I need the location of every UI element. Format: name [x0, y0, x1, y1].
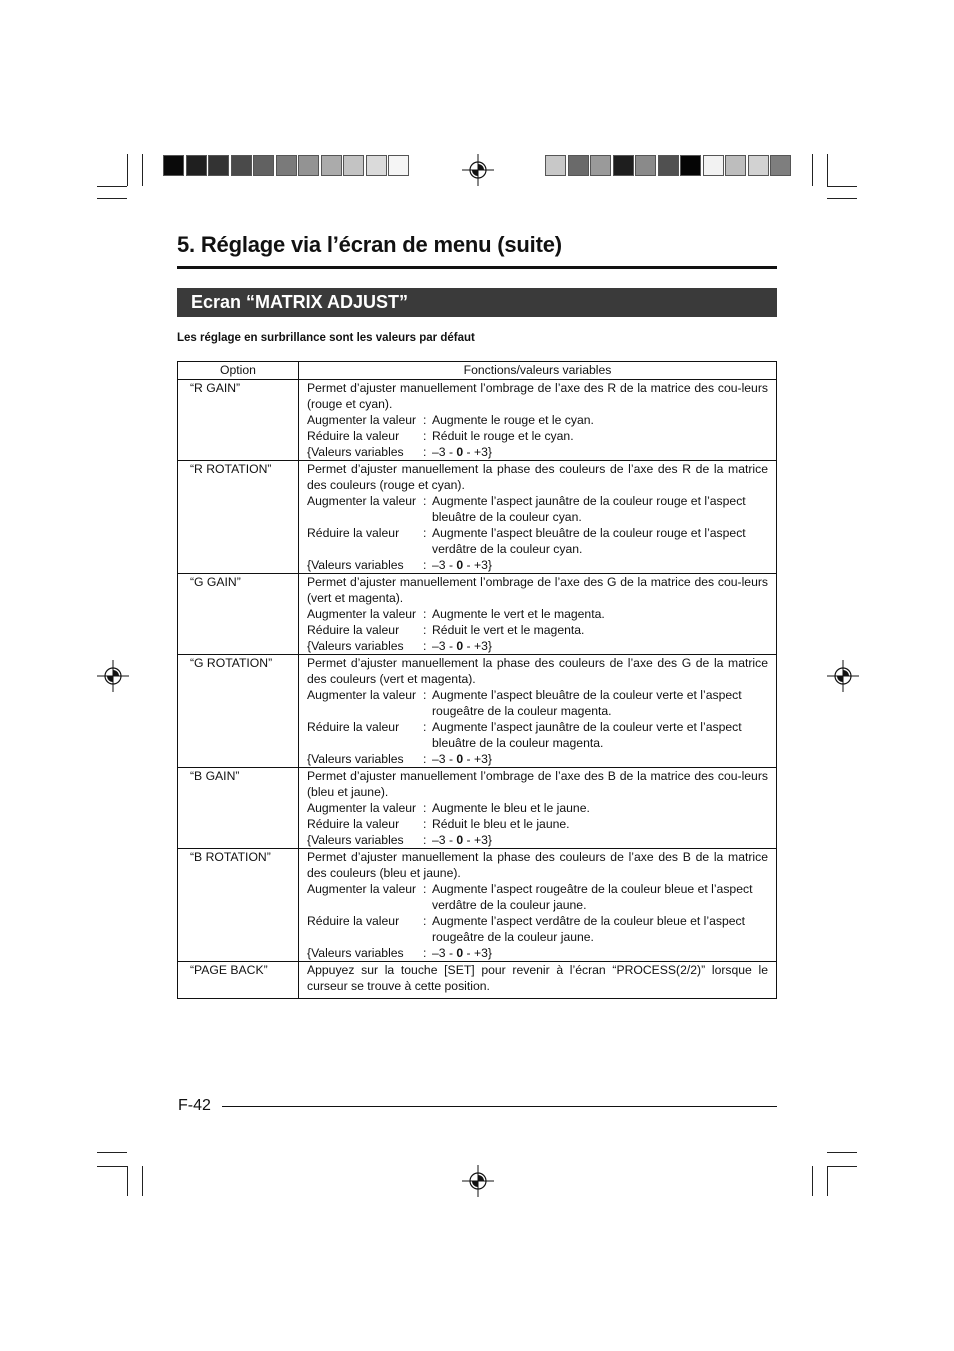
option-description-cell	[299, 380, 777, 461]
table-row	[178, 461, 777, 574]
increase-line: Augmenter la valeur : Augmente le vert et le magenta.	[307, 606, 768, 622]
color-swatch	[545, 155, 566, 176]
table-header-row	[178, 362, 777, 380]
decrease-label: Réduire la valeur	[307, 817, 400, 831]
increase-label: Augmenter la valeur	[307, 494, 417, 508]
crop-mark	[97, 186, 127, 187]
range-max: - +3}	[463, 445, 492, 459]
range-label: {Valeurs variables	[307, 946, 404, 960]
color-swatch	[635, 155, 656, 176]
decrease-line: Réduire la valeur : Augmente l’aspect bleuâtre de la couleur rouge et l’aspect verdâtre de la couleur cyan.	[307, 525, 768, 557]
crop-mark	[827, 186, 857, 187]
decrease-text: Réduit le vert et le magenta.	[432, 623, 585, 637]
chapter-title: 5. Réglage via l’écran de menu (suite)	[177, 232, 562, 257]
increase-text: Augmente le rouge et le cyan.	[432, 413, 594, 427]
decrease-line: Réduire la valeur : Réduit le bleu et le jaune.	[307, 816, 768, 832]
option-description: Permet d’ajuster manuellement la phase des couleurs de l’axe des G de la matrice des couleurs (vert et magenta).	[307, 656, 768, 686]
increase-line: Augmenter la valeur : Augmente le bleu et le jaune.	[307, 800, 768, 816]
decrease-text: Augmente l’aspect bleuâtre de la couleur rouge et l’aspect verdâtre de la couleur cyan.	[432, 526, 746, 556]
registration-target-icon	[462, 1165, 494, 1197]
crop-mark	[812, 154, 813, 186]
decrease-text: Augmente l’aspect jaunâtre de la couleur verte et l’aspect bleuâtre de la couleur magenta.	[432, 720, 742, 750]
table-row	[178, 380, 777, 461]
decrease-text: Réduit le rouge et le cyan.	[432, 429, 574, 443]
registration-target-icon	[827, 660, 859, 692]
range-label: {Valeurs variables	[307, 445, 404, 459]
increase-label: Augmenter la valeur	[307, 413, 417, 427]
range-min: –3 -	[432, 639, 457, 653]
increase-text: Augmente le bleu et le jaune.	[432, 801, 590, 815]
color-calibration-bar-left	[163, 155, 411, 176]
range-line: {Valeurs variables : –3 - 0 - +3}	[307, 445, 492, 459]
color-swatch	[680, 155, 701, 176]
option-description-cell	[299, 461, 777, 574]
color-swatch	[366, 155, 387, 176]
table-row	[178, 962, 777, 999]
range-line: {Valeurs variables : –3 - 0 - +3}	[307, 558, 492, 572]
range-line: {Valeurs variables : –3 - 0 - +3}	[307, 833, 492, 847]
range-line: {Valeurs variables : –3 - 0 - +3}	[307, 639, 492, 653]
increase-line: Augmenter la valeur : Augmente l’aspect bleuâtre de la couleur verte et l’aspect rougeâtre de la couleur magenta.	[307, 687, 768, 719]
chapter-rule	[177, 266, 777, 269]
option-description-cell	[299, 768, 777, 849]
range-max: - +3}	[463, 558, 492, 572]
header-option: Option	[178, 362, 299, 380]
page-number: F-42	[178, 1097, 211, 1114]
crop-mark	[97, 1152, 127, 1153]
table-row	[178, 768, 777, 849]
color-swatch	[298, 155, 319, 176]
crop-mark	[97, 198, 127, 199]
option-description: Permet d’ajuster manuellement l’ombrage de l’axe des G de la matrice des cou-leurs (vert et magenta).	[307, 575, 768, 605]
crop-mark	[827, 198, 857, 199]
color-swatch	[321, 155, 342, 176]
option-description-cell	[299, 574, 777, 655]
decrease-label: Réduire la valeur	[307, 526, 400, 540]
increase-text: Augmente l’aspect bleuâtre de la couleur verte et l’aspect rougeâtre de la couleur magenta.	[432, 688, 742, 718]
color-swatch	[231, 155, 252, 176]
range-label: {Valeurs variables	[307, 639, 404, 653]
registration-target-icon	[462, 154, 494, 186]
color-swatch	[388, 155, 409, 176]
option-description: Permet d’ajuster manuellement la phase des couleurs de l’axe des R de la matrice des couleurs (rouge et cyan).	[307, 462, 768, 492]
range-default: 0	[456, 558, 464, 572]
table-row	[178, 655, 777, 768]
increase-label: Augmenter la valeur	[307, 882, 417, 896]
color-swatch	[276, 155, 297, 176]
crop-mark	[812, 1166, 813, 1196]
color-swatch	[208, 155, 229, 176]
section-title: Ecran “MATRIX ADJUST”	[177, 288, 777, 317]
option-description: Appuyez sur la touche [SET] pour revenir à l’écran “PROCESS(2/2)” lorsque le curseur se trouve à cette position.	[307, 963, 768, 993]
range-default: 0	[456, 639, 464, 653]
increase-label: Augmenter la valeur	[307, 688, 417, 702]
table-row	[178, 849, 777, 962]
option-name: “G GAIN”	[178, 574, 299, 655]
option-description: Permet d’ajuster manuellement l’ombrage de l’axe des R de la matrice des cou-leurs (rouge et cyan).	[307, 381, 768, 411]
color-swatch	[186, 155, 207, 176]
color-swatch	[770, 155, 791, 176]
header-functions: Fonctions/valeurs variables	[299, 362, 777, 380]
range-default: 0	[456, 752, 464, 766]
range-line: {Valeurs variables : –3 - 0 - +3}	[307, 946, 492, 960]
footer-rule	[222, 1106, 777, 1107]
option-description: Permet d’ajuster manuellement l’ombrage de l’axe des B de la matrice des cou-leurs (bleu et jaune).	[307, 769, 768, 799]
range-label: {Valeurs variables	[307, 752, 404, 766]
option-name: “G ROTATION”	[178, 655, 299, 768]
color-calibration-bar-right	[545, 155, 793, 176]
range-max: - +3}	[463, 752, 492, 766]
decrease-label: Réduire la valeur	[307, 429, 400, 443]
decrease-line: Réduire la valeur : Réduit le vert et le magenta.	[307, 622, 768, 638]
crop-mark	[827, 154, 828, 186]
crop-mark	[127, 1166, 128, 1196]
option-name: “R ROTATION”	[178, 461, 299, 574]
option-description-cell	[299, 849, 777, 962]
color-swatch	[590, 155, 611, 176]
color-swatch	[163, 155, 184, 176]
range-max: - +3}	[463, 833, 492, 847]
crop-mark	[142, 154, 143, 186]
increase-text: Augmente le vert et le magenta.	[432, 607, 605, 621]
range-max: - +3}	[463, 946, 492, 960]
range-label: {Valeurs variables	[307, 833, 404, 847]
increase-label: Augmenter la valeur	[307, 801, 417, 815]
color-swatch	[703, 155, 724, 176]
option-name: “B GAIN”	[178, 768, 299, 849]
color-swatch	[725, 155, 746, 176]
decrease-line: Réduire la valeur : Augmente l’aspect jaunâtre de la couleur verte et l’aspect bleuâtre de la couleur magenta.	[307, 719, 768, 751]
option-name: “PAGE BACK”	[178, 962, 299, 999]
increase-text: Augmente l’aspect jaunâtre de la couleur rouge et l’aspect bleuâtre de la couleur cyan.	[432, 494, 746, 524]
registration-target-icon	[97, 660, 129, 692]
color-swatch	[658, 155, 679, 176]
options-table	[177, 361, 777, 999]
intro-note: Les réglage en surbrillance sont les valeurs par défaut	[177, 332, 475, 344]
range-min: –3 -	[432, 445, 457, 459]
increase-line: Augmenter la valeur : Augmente le rouge et le cyan.	[307, 412, 768, 428]
decrease-text: Réduit le bleu et le jaune.	[432, 817, 570, 831]
increase-line: Augmenter la valeur : Augmente l’aspect rougeâtre de la couleur bleue et l’aspect verdâtre de la couleur jaune.	[307, 881, 768, 913]
range-min: –3 -	[432, 558, 457, 572]
crop-mark	[142, 1166, 143, 1196]
option-name: “B ROTATION”	[178, 849, 299, 962]
decrease-label: Réduire la valeur	[307, 623, 400, 637]
increase-label: Augmenter la valeur	[307, 607, 417, 621]
option-name: “R GAIN”	[178, 380, 299, 461]
crop-mark	[97, 1166, 127, 1167]
option-description-cell	[299, 962, 777, 999]
crop-mark	[827, 1152, 857, 1153]
table-row	[178, 574, 777, 655]
decrease-label: Réduire la valeur	[307, 914, 400, 928]
color-swatch	[613, 155, 634, 176]
range-default: 0	[456, 445, 464, 459]
increase-line: Augmenter la valeur : Augmente l’aspect jaunâtre de la couleur rouge et l’aspect bleuâtre de la couleur cyan.	[307, 493, 768, 525]
color-swatch	[253, 155, 274, 176]
color-swatch	[343, 155, 364, 176]
range-default: 0	[456, 833, 464, 847]
crop-mark	[127, 154, 128, 186]
decrease-line: Réduire la valeur : Réduit le rouge et le cyan.	[307, 428, 768, 444]
color-swatch	[748, 155, 769, 176]
option-description-cell	[299, 655, 777, 768]
range-line: {Valeurs variables : –3 - 0 - +3}	[307, 752, 492, 766]
option-description: Permet d’ajuster manuellement la phase des couleurs de l’axe des B de la matrice des couleurs (bleu et jaune).	[307, 850, 768, 880]
range-min: –3 -	[432, 752, 457, 766]
range-min: –3 -	[432, 946, 457, 960]
crop-mark	[827, 1166, 857, 1167]
decrease-line: Réduire la valeur : Augmente l’aspect verdâtre de la couleur bleue et l’aspect rougeâtre de la couleur jaune.	[307, 913, 768, 945]
range-min: –3 -	[432, 833, 457, 847]
decrease-label: Réduire la valeur	[307, 720, 400, 734]
range-max: - +3}	[463, 639, 492, 653]
color-swatch	[568, 155, 589, 176]
range-label: {Valeurs variables	[307, 558, 404, 572]
crop-mark	[827, 1166, 828, 1196]
increase-text: Augmente l’aspect rougeâtre de la couleur bleue et l’aspect verdâtre de la couleur jaune.	[432, 882, 753, 912]
range-default: 0	[456, 946, 464, 960]
decrease-text: Augmente l’aspect verdâtre de la couleur bleue et l’aspect rougeâtre de la couleur jaune.	[432, 914, 746, 944]
